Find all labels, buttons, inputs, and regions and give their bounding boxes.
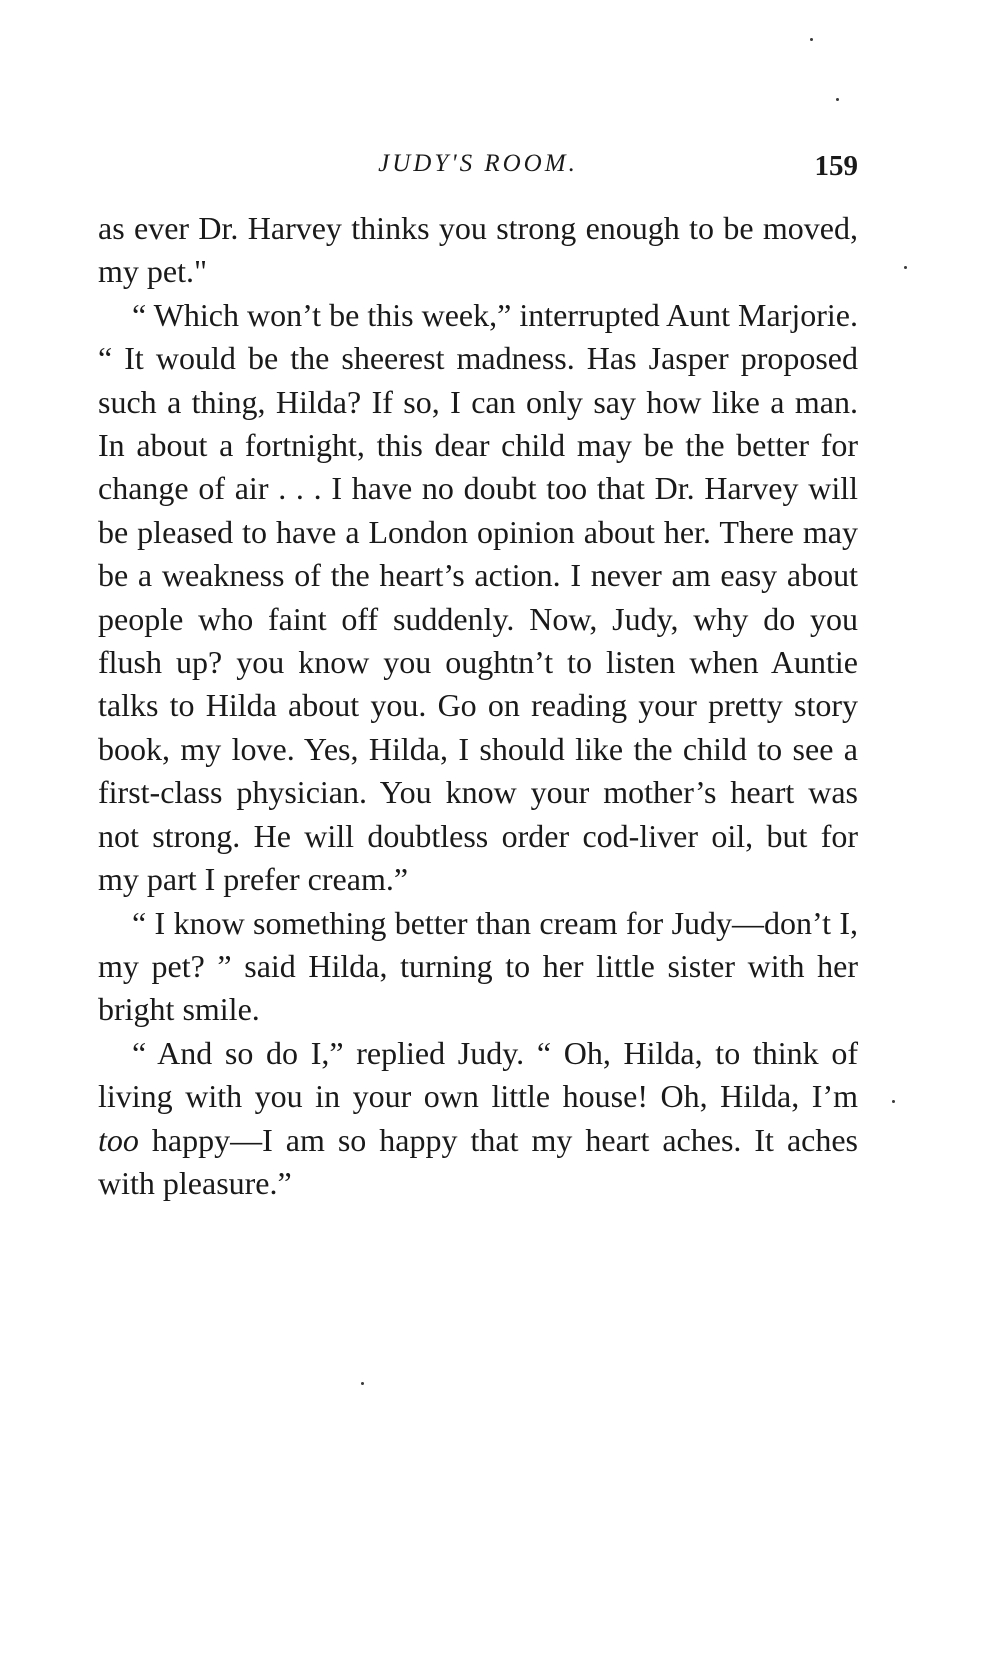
paragraph-judy-before: “ And so do I,” replied Judy. “ Oh, Hilda, to think of living with you in your own little house! Oh, Hilda, I’m — [98, 1034, 858, 1115]
paragraph-hilda: “ I know something better than cream for Judy—don’t I, my pet? ” said Hilda, turning to her little sister with her bright smile. — [98, 904, 858, 1028]
scan-speck — [836, 98, 839, 101]
paragraph-aunt-marjorie: “ Which won’t be this week,” interrupted Aunt Marjorie. “ It would be the sheerest madness. Has Jasper proposed such a thing, Hilda? If so, I can only say how like a man. In about a fortnight, this dear child may be the better for change of air . . . I have no doubt too that Dr. Harvey will be pleased to have a London opinion about her. There may be a weakness of the heart’s action. I never am easy about people who faint off suddenly. Now, Judy, why do you flush up? you know you oughtn’t to listen when Auntie talks to Hilda about you. Go on reading your pretty story book, my love. Yes, Hilda, I should like the child to see a first-class physician. You know your mother’s heart was not strong. He will doubtless order cod-liver oil, but for my part I prefer cream.” — [98, 296, 858, 898]
running-head — [98, 150, 858, 190]
paragraph-judy — [98, 1032, 858, 1206]
scan-speck — [361, 1382, 364, 1385]
body-text — [98, 207, 858, 1205]
paragraph-judy-after: happy—I am so happy that my heart aches. It aches with pleasure.” — [98, 1121, 858, 1201]
scan-speck — [892, 1100, 895, 1103]
scan-speck — [904, 266, 907, 269]
page-number: 159 — [814, 150, 858, 182]
emphasis-word: too — [98, 1121, 139, 1158]
paragraph-continued: as ever Dr. Harvey thinks you strong enough to be moved, my pet." — [98, 210, 858, 290]
scan-speck — [810, 38, 813, 41]
running-title: JUDY'S ROOM. — [378, 150, 578, 177]
